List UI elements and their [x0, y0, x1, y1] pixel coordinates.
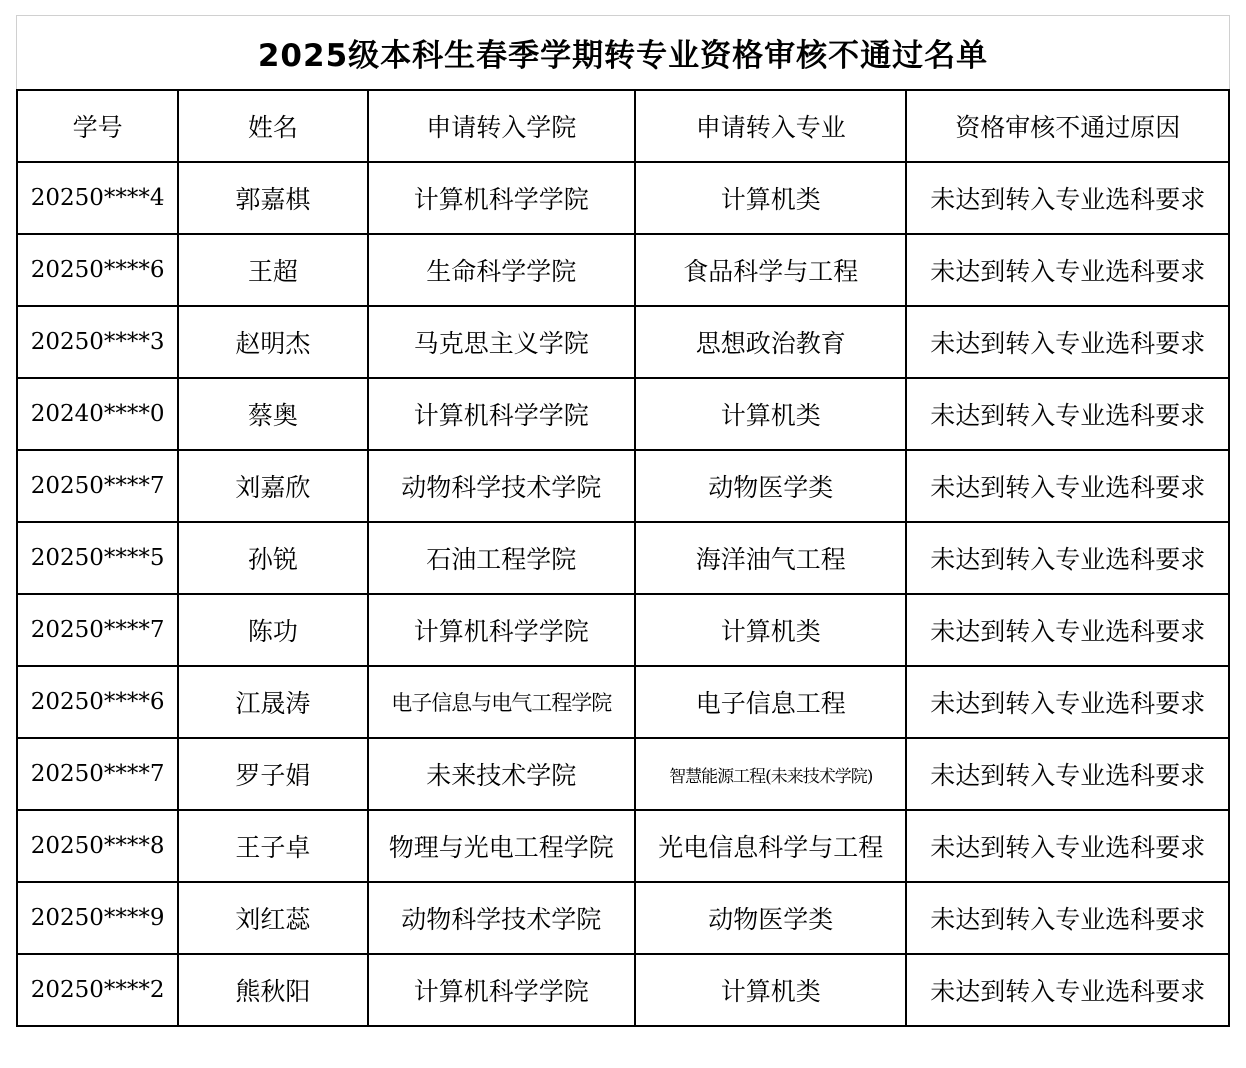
cell-student-id: 20250****7	[17, 594, 178, 666]
cell-reason: 未达到转入专业选科要求	[906, 522, 1229, 594]
cell-name: 王超	[178, 234, 367, 306]
cell-name: 江晟涛	[178, 666, 367, 738]
cell-reason: 未达到转入专业选科要求	[906, 882, 1229, 954]
cell-college: 动物科学技术学院	[368, 882, 635, 954]
cell-major: 电子信息工程	[635, 666, 906, 738]
cell-student-id: 20250****4	[17, 162, 178, 234]
table-row	[17, 522, 1229, 594]
cell-student-id: 20250****8	[17, 810, 178, 882]
cell-name: 刘红蕊	[178, 882, 367, 954]
cell-name: 蔡奥	[178, 378, 367, 450]
cell-reason: 未达到转入专业选科要求	[906, 954, 1229, 1026]
cell-major: 光电信息科学与工程	[635, 810, 906, 882]
table-row	[17, 954, 1229, 1026]
header-name: 姓名	[178, 90, 367, 162]
table-row	[17, 450, 1229, 522]
cell-major: 动物医学类	[635, 882, 906, 954]
table-row	[17, 666, 1229, 738]
cell-college: 动物科学技术学院	[368, 450, 635, 522]
cell-major: 思想政治教育	[635, 306, 906, 378]
cell-reason: 未达到转入专业选科要求	[906, 378, 1229, 450]
table-row	[17, 810, 1229, 882]
cell-college: 计算机科学学院	[368, 162, 635, 234]
cell-major: 动物医学类	[635, 450, 906, 522]
cell-reason: 未达到转入专业选科要求	[906, 234, 1229, 306]
cell-student-id: 20250****6	[17, 234, 178, 306]
cell-major: 计算机类	[635, 162, 906, 234]
cell-major: 智慧能源工程(未来技术学院)	[635, 738, 906, 810]
cell-student-id: 20250****6	[17, 666, 178, 738]
cell-name: 王子卓	[178, 810, 367, 882]
page-title: 2025级本科生春季学期转专业资格审核不通过名单	[257, 38, 989, 74]
cell-college: 生命科学学院	[368, 234, 635, 306]
cell-reason: 未达到转入专业选科要求	[906, 594, 1229, 666]
cell-name: 刘嘉欣	[178, 450, 367, 522]
document-sheet	[16, 15, 1230, 1027]
table-row	[17, 738, 1229, 810]
header-student-id: 学号	[17, 90, 178, 162]
header-reason: 资格审核不通过原因	[906, 90, 1229, 162]
table-row	[17, 234, 1229, 306]
table-row	[17, 162, 1229, 234]
cell-major: 食品科学与工程	[635, 234, 906, 306]
header-college: 申请转入学院	[368, 90, 635, 162]
cell-name: 陈功	[178, 594, 367, 666]
cell-name: 郭嘉棋	[178, 162, 367, 234]
cell-college: 石油工程学院	[368, 522, 635, 594]
cell-college: 计算机科学学院	[368, 378, 635, 450]
cell-name: 罗子娟	[178, 738, 367, 810]
cell-student-id: 20250****5	[17, 522, 178, 594]
cell-name: 熊秋阳	[178, 954, 367, 1026]
cell-major: 计算机类	[635, 594, 906, 666]
table-row	[17, 594, 1229, 666]
header-row	[17, 90, 1229, 162]
cell-reason: 未达到转入专业选科要求	[906, 306, 1229, 378]
cell-major: 计算机类	[635, 378, 906, 450]
cell-student-id: 20240****0	[17, 378, 178, 450]
cell-reason: 未达到转入专业选科要求	[906, 738, 1229, 810]
cell-reason: 未达到转入专业选科要求	[906, 162, 1229, 234]
table-row	[17, 378, 1229, 450]
cell-student-id: 20250****9	[17, 882, 178, 954]
cell-college: 电子信息与电气工程学院	[368, 666, 635, 738]
cell-reason: 未达到转入专业选科要求	[906, 810, 1229, 882]
cell-student-id: 20250****3	[17, 306, 178, 378]
cell-college: 计算机科学学院	[368, 954, 635, 1026]
result-table	[16, 89, 1230, 1027]
cell-name: 孙锐	[178, 522, 367, 594]
cell-major: 海洋油气工程	[635, 522, 906, 594]
cell-name: 赵明杰	[178, 306, 367, 378]
cell-student-id: 20250****7	[17, 450, 178, 522]
cell-college: 物理与光电工程学院	[368, 810, 635, 882]
cell-college: 未来技术学院	[368, 738, 635, 810]
cell-college: 计算机科学学院	[368, 594, 635, 666]
header-major: 申请转入专业	[635, 90, 906, 162]
cell-college: 马克思主义学院	[368, 306, 635, 378]
table-row	[17, 882, 1229, 954]
cell-student-id: 20250****7	[17, 738, 178, 810]
cell-major: 计算机类	[635, 954, 906, 1026]
title-bar	[16, 15, 1230, 89]
table-row	[17, 306, 1229, 378]
cell-reason: 未达到转入专业选科要求	[906, 450, 1229, 522]
cell-reason: 未达到转入专业选科要求	[906, 666, 1229, 738]
cell-student-id: 20250****2	[17, 954, 178, 1026]
